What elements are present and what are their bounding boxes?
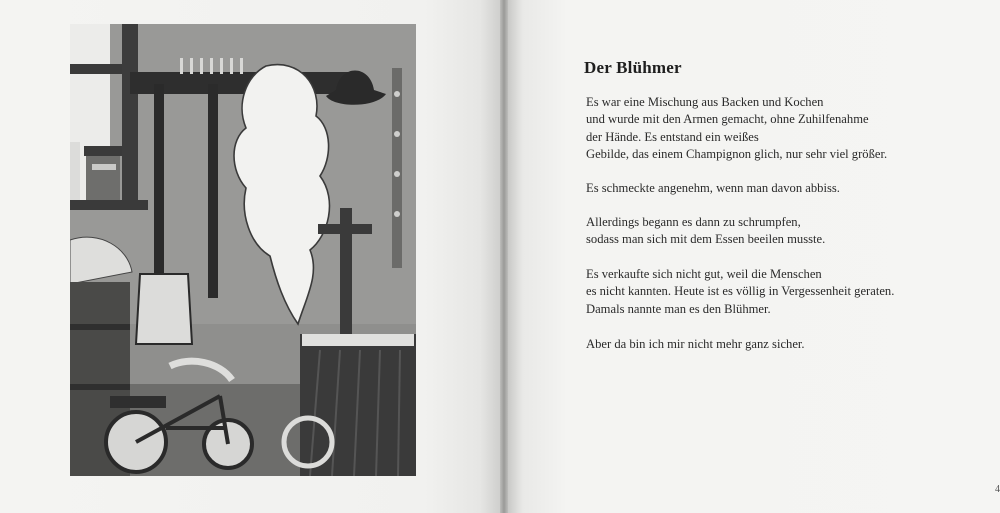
poem-line: und wurde mit den Armen gemacht, ohne Zuhilfenahme [586, 112, 869, 127]
poem-line: Es schmeckte angenehm, wenn man davon abbiss. [586, 181, 840, 195]
poem-stanza-2 [586, 180, 840, 197]
poem-stanza-3 [586, 214, 825, 249]
poem-line: Aber da bin ich mir nicht mehr ganz sicher. [586, 337, 805, 351]
book-gutter [500, 0, 508, 513]
poem-stanza-1 [586, 94, 887, 164]
poem-title: Der Blühmer [584, 58, 682, 77]
shovel-blade [136, 274, 192, 344]
poem-line: Es verkaufte sich nicht gut, weil die Menschen [586, 267, 822, 281]
poem-line: Gebilde, das einem Champignon glich, nur sehr viel größer. [586, 147, 888, 162]
poem-line: Es war eine Mischung aus Backen und Kochen [586, 95, 824, 109]
poem-line: Damals nannte man es den Blühmer. [586, 301, 771, 316]
right-page [508, 0, 1000, 513]
poem-line: sodass man sich mit dem Essen beeilen musste. [586, 232, 826, 247]
poem-stanza-4 [586, 266, 894, 318]
poem-line: Allerdings begann es dann zu schrumpfen, [586, 215, 801, 229]
poem-line: der Hände. Es entstand ein weißes [586, 129, 759, 144]
etching-illustration [70, 24, 416, 476]
page-number: 4 [995, 484, 1000, 495]
poem-line: es nicht kannten. Heute ist es völlig in Vergessenheit geraten. [586, 284, 895, 299]
poem-stanza-5 [586, 336, 805, 353]
